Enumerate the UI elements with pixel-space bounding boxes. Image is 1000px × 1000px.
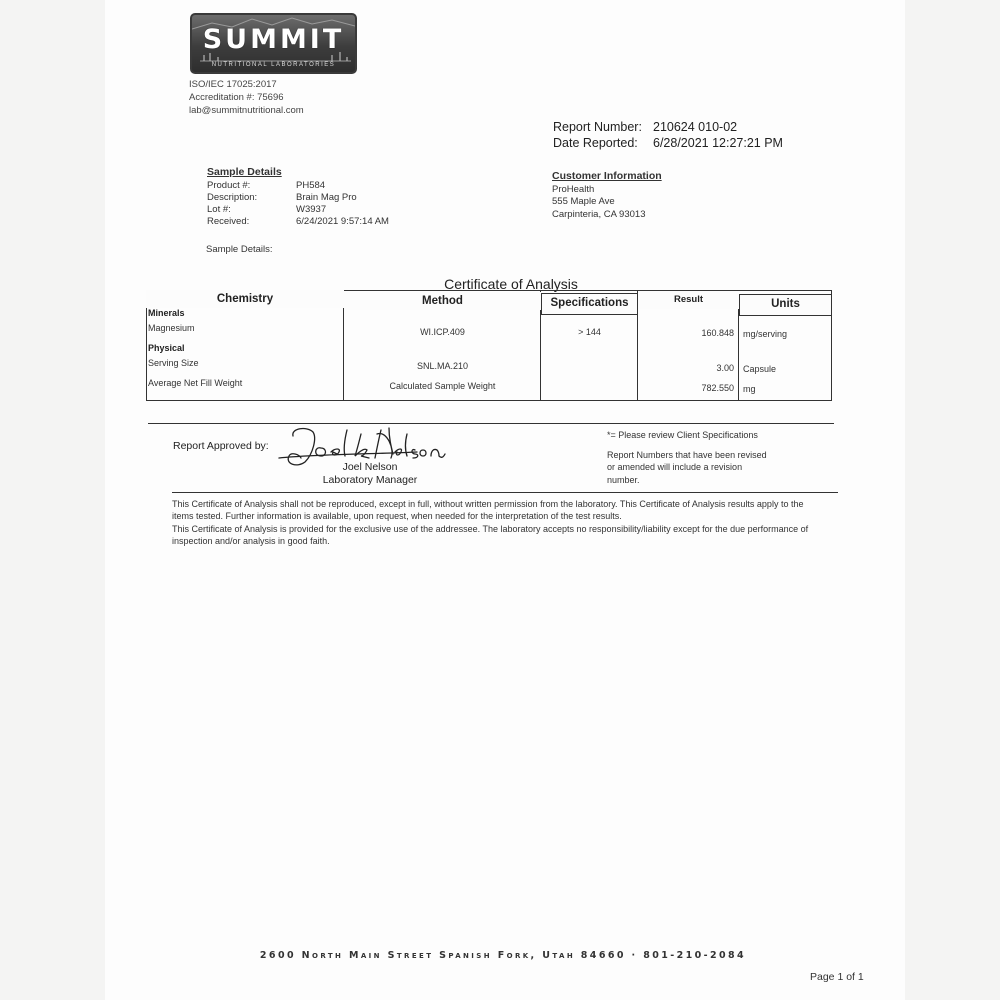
- report-number-label: Report Number:: [553, 120, 642, 134]
- report-number-value: 210624 010-02: [653, 120, 738, 134]
- specifications-cell: > 144: [578, 327, 601, 337]
- sample-label: Lot #:: [207, 204, 231, 215]
- sample-details-heading: Sample Details: [207, 166, 282, 178]
- units-cell: mg: [743, 384, 756, 394]
- sample-label: Product #:: [207, 180, 251, 191]
- disclaimer: [172, 498, 827, 547]
- lab-credentials: [189, 78, 304, 117]
- report-info: [553, 120, 783, 152]
- customer-information: [552, 170, 662, 221]
- page-number: Page 1 of 1: [810, 971, 864, 983]
- customer-name: ProHealth: [552, 183, 595, 195]
- sample-value: PH584: [296, 180, 326, 191]
- category-minerals: Minerals: [148, 308, 185, 318]
- sample-value: Brain Mag Pro: [296, 192, 357, 203]
- chemistry-cell: Serving Size: [148, 358, 199, 368]
- lab-address-text: 2600 North Main Street Spanish Fork, Utah 84660 · 801-210-2084: [259, 950, 747, 961]
- method-cell: WI.ICP.409: [420, 327, 465, 337]
- iso-standard: ISO/IEC 17025:2017: [189, 79, 277, 90]
- result-cell: 3.00: [716, 363, 734, 373]
- date-reported-label: Date Reported:: [553, 136, 638, 150]
- accreditation-number: Accreditation #: 75696: [189, 92, 284, 103]
- client-spec-note: *= Please review Client Specifications: [607, 430, 758, 440]
- customer-street: 555 Maple Ave: [552, 196, 615, 207]
- sample-details: [207, 166, 389, 228]
- column-header-units: Units: [739, 294, 832, 316]
- sample-value: 6/24/2021 9:57:14 AM: [296, 216, 389, 227]
- sample-value: W3937: [296, 204, 327, 215]
- disclaimer-paragraph: This Certificate of Analysis shall not be reproduced, except in full, without written permission from the laboratory. This Certificate of Analysis results apply to the items tested. Further information is available, upon request, when needed for the interpretation of the test results.: [172, 499, 804, 522]
- logo-subtitle: NUTRITIONAL LABORATORIES: [211, 62, 336, 68]
- sample-label: Description:: [207, 192, 258, 203]
- signer-title: Laboratory Manager: [322, 473, 418, 486]
- chemistry-cell: Average Net Fill Weight: [148, 378, 243, 388]
- method-cell: SNL.MA.210: [416, 361, 469, 371]
- category-physical: Physical: [148, 343, 185, 353]
- result-cell: 782.550: [701, 383, 734, 393]
- disclaimer-paragraph: This Certificate of Analysis is provided for the exclusive use of the addressee. The laboratory accepts no responsibility/liability except for the due performance of inspection and/or analysis in good faith.: [172, 523, 809, 546]
- signer-name: Joel Nelson: [342, 461, 398, 473]
- approved-by-label: Report Approved by:: [173, 440, 269, 452]
- column-header-chemistry: Chemistry: [146, 290, 344, 308]
- certificate-title-text: Certificate of Analysis: [444, 276, 578, 292]
- summit-logo: [190, 13, 357, 74]
- results-table: [146, 290, 832, 400]
- lab-email: lab@summitnutritional.com: [189, 105, 304, 116]
- sample-label: Received:: [207, 216, 250, 227]
- result-cell: 160.848: [701, 328, 734, 338]
- lab-address: [0, 950, 1000, 961]
- divider: [148, 423, 834, 424]
- column-header-specifications: Specifications: [541, 293, 638, 315]
- customer-heading: Customer Information: [552, 170, 662, 182]
- date-reported-value: 6/28/2021 12:27:21 PM: [653, 136, 783, 150]
- units-cell: Capsule: [743, 364, 777, 374]
- units-cell: mg/serving: [743, 329, 788, 339]
- customer-city: Carpinteria, CA 93013: [552, 208, 646, 220]
- column-header-result: Result: [638, 291, 739, 309]
- divider: [172, 492, 838, 493]
- revision-note: Report Numbers that have been revised or amended will include a revision number.: [607, 449, 767, 485]
- column-header-method: Method: [344, 292, 541, 310]
- chemistry-cell: Magnesium: [148, 323, 195, 333]
- method-cell: Calculated Sample Weight: [389, 381, 496, 391]
- logo-wordmark: SUMMIT: [202, 24, 345, 55]
- signer-block: [300, 461, 440, 486]
- sample-details-note: Sample Details:: [206, 244, 273, 255]
- report-notes: [607, 429, 777, 486]
